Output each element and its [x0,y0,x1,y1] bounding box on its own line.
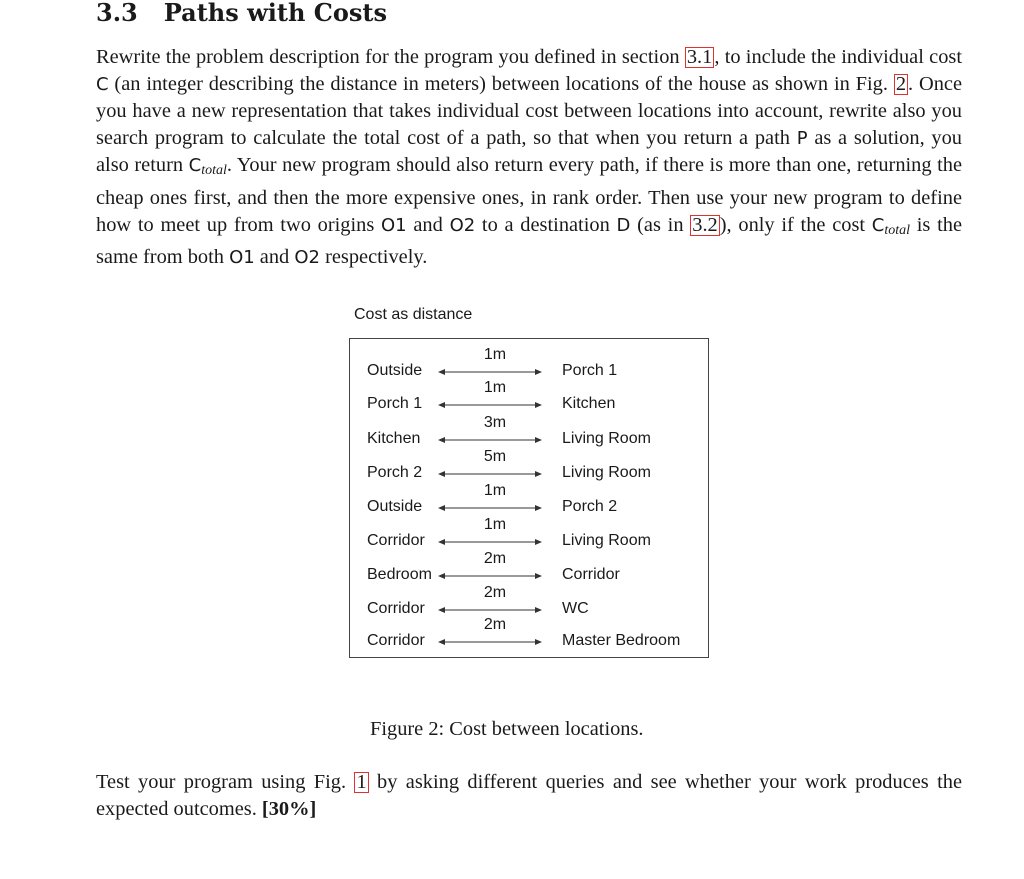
section-3-2-link[interactable]: 3.2 [692,213,718,236]
figure-caption: Figure 2: Cost between locations. [370,718,644,740]
edge-row [350,379,708,413]
edge-row [350,516,708,550]
text-run: (an integer describing the distance in meters) between locations of the house as shown in Fig. [108,72,894,95]
edge-row [350,584,708,618]
section-3-1-link[interactable]: 3.1 [686,46,713,68]
edge-to-location: WC [562,600,589,617]
cost-table-figure [349,338,709,658]
section-heading [96,0,387,27]
edge-from-location: Corridor [367,632,425,649]
edge-row [350,448,708,482]
edge-from-location: Porch 1 [367,395,423,412]
text-run: respectively. [319,246,428,269]
double-arrow-icon [438,400,542,410]
variable-o2: O2 [294,247,320,269]
edge-cost: 1m [483,516,507,533]
section-number: 3.3 [96,0,138,27]
figure-1-link[interactable]: 1 [356,771,367,793]
text-run: Test your program using Fig. [96,771,355,793]
edge-cost: 1m [483,482,507,499]
edge-from-location: Kitchen [367,430,421,447]
text-run: is the same from both [96,213,963,269]
test-instructions-paragraph [96,769,962,822]
text-run: , to include the individual cost [714,46,962,68]
text-run: . Once you have a new representation that takes individual cost between locations into account, rewrite also you search program to calculate the total cost of a path, so that when you return a path [96,72,963,149]
double-arrow-icon [438,367,542,377]
text-run: . Your new program should also return every path, if there is more than one, returning the cheap ones first, and then the more expensive ones, in rank order. Then use your new program to define how to meet up from two origins [96,154,963,236]
variable-d: D [616,214,631,236]
edge-row [350,616,708,650]
text-run: Rewrite the problem description for the program you defined in section [96,46,685,68]
variable-o2: O2 [449,214,476,236]
edge-cost: 3m [483,414,507,431]
variable-o1: O1 [229,247,255,269]
edge-to-location: Porch 2 [562,498,618,515]
text-run: by asking different queries and see whether your work produces the expected outcomes. [96,771,963,820]
text-run: (as in [630,213,691,236]
text-run: and [254,246,295,269]
edge-from-location: Outside [367,498,423,515]
edge-to-location: Corridor [562,566,620,583]
edge-cost: 5m [483,448,507,465]
double-arrow-icon [438,469,542,479]
text-run: and [406,213,450,236]
variable-c-total: C [188,155,202,177]
edge-to-location: Porch 1 [562,362,618,379]
edge-to-location: Living Room [562,532,651,549]
double-arrow-icon [438,503,542,513]
edge-from-location: Outside [367,362,423,379]
double-arrow-icon [438,537,542,547]
double-arrow-icon [438,435,542,445]
edge-to-location: Kitchen [562,395,616,412]
edge-from-location: Bedroom [367,566,432,583]
edge-cost: 2m [483,584,507,601]
variable-c: C [96,73,109,95]
section-title: Paths with Costs [163,0,388,27]
double-arrow-icon [438,637,542,647]
figure-2-link[interactable]: 2 [895,72,907,95]
subscript-total: total [201,163,227,179]
edge-to-location: Master Bedroom [562,632,681,649]
variable-p: P [796,127,808,149]
variable-c-total: C [871,214,885,236]
edge-row [350,414,708,448]
variable-o1: O1 [381,214,407,236]
text-run: to a destination [475,213,617,236]
grade-weight: [30%] [261,797,317,820]
double-arrow-icon [438,605,542,615]
edge-from-location: Porch 2 [367,464,423,481]
edge-from-location: Corridor [367,532,425,549]
text-run: ), only if the cost [719,213,872,236]
edge-cost: 2m [483,550,507,567]
edge-row [350,550,708,584]
text-run: as a solution, you also return [96,126,963,177]
edge-to-location: Living Room [562,430,651,447]
edge-cost: 1m [483,346,507,363]
double-arrow-icon [438,571,542,581]
problem-description-paragraph [96,44,962,272]
edge-from-location: Corridor [367,600,425,617]
edge-cost: 1m [483,379,507,396]
edge-row [350,482,708,516]
subscript-total: total [884,222,911,238]
edge-cost: 2m [483,616,507,633]
edge-to-location: Living Room [562,464,651,481]
figure-title: Cost as distance [354,306,473,323]
edge-row [350,346,708,380]
